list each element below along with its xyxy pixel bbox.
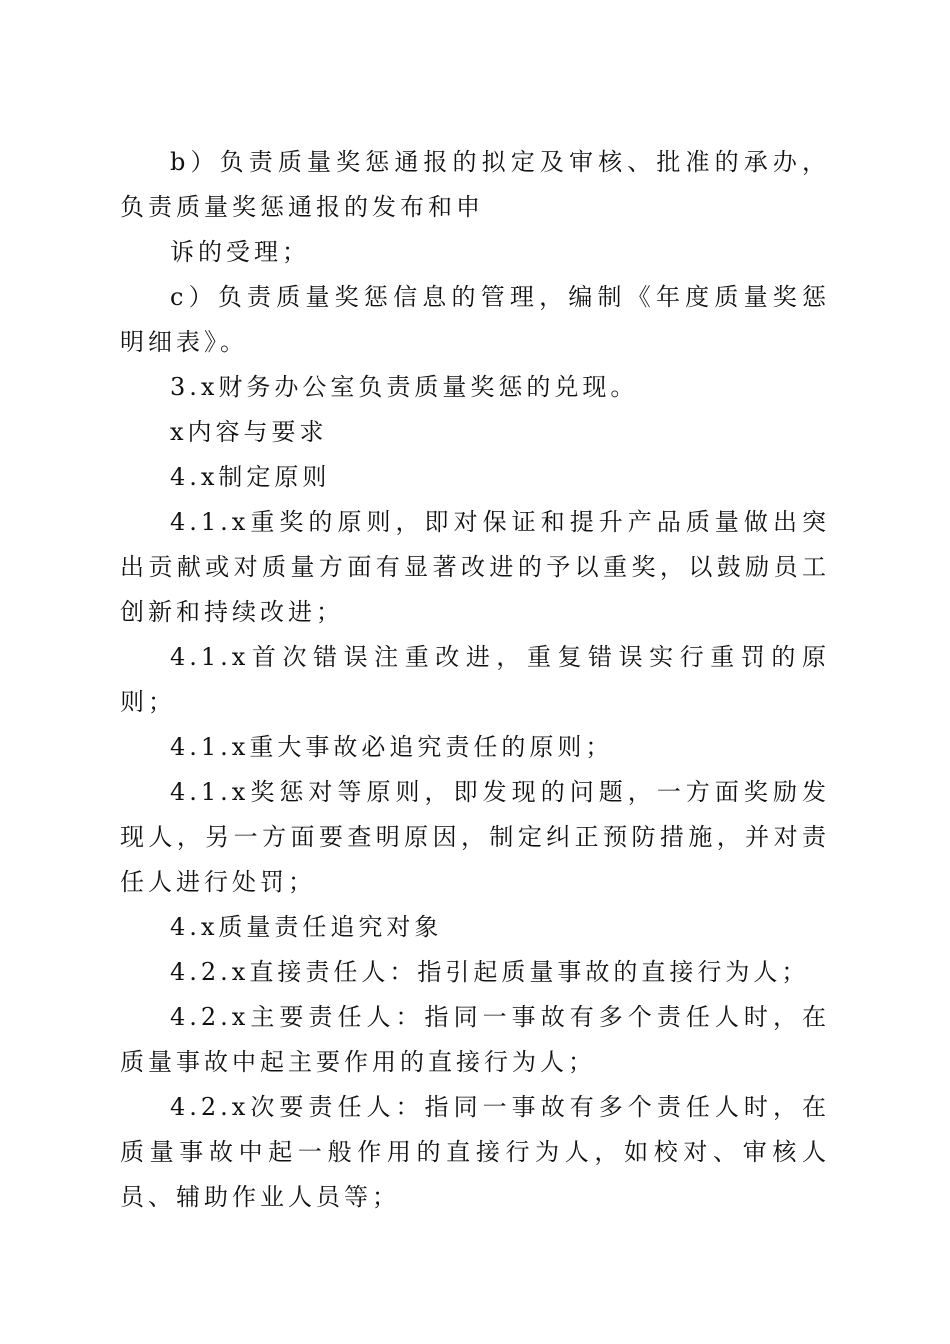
section-heading-accountability: 4.x质量责任追究对象 [170,913,443,941]
paragraph-direct-responsible: 4.2.x直接责任人：指引起质量事故的直接行为人； [170,958,810,986]
paragraph-b-responsibility: b）负责质量奖惩通报的拟定及审核、批准的承办，负责质量奖惩通报的发布和申 [120,148,830,221]
paragraph-principle-equal: 4.1.x奖惩对等原则，即发现的问题，一方面奖励发现人，另一方面要查明原因，制定纠正预防措施，并对责任人进行处罚； [120,778,830,896]
paragraph-finance-office: 3.x财务办公室负责质量奖惩的兑现。 [170,373,639,401]
paragraph-principle-first-error: 4.1.x首次错误注重改进，重复错误实行重罚的原则； [120,643,830,716]
section-heading-principles: 4.x制定原则 [170,463,331,491]
paragraph-c-responsibility: c）负责质量奖惩信息的管理，编制《年度质量奖惩明细表》。 [120,283,830,356]
paragraph-primary-responsible: 4.2.x主要责任人：指同一事故有多个责任人时，在质量事故中起主要作用的直接行为人； [120,1003,830,1076]
paragraph-principle-major-accident: 4.1.x重大事故必追究责任的原则； [170,733,614,761]
paragraph-principle-reward: 4.1.x重奖的原则，即对保证和提升产品质量做出突出贡献或对质量方面有显著改进的予以重奖，以鼓励员工创新和持续改进； [120,508,830,626]
document-body [120,140,830,1220]
paragraph-secondary-responsible: 4.2.x次要责任人：指同一事故有多个责任人时，在质量事故中起一般作用的直接行为人，如校对、审核人员、辅助作业人员等； [120,1093,830,1211]
paragraph-b-continuation: 诉的受理； [170,238,310,266]
section-heading-content-requirements: x内容与要求 [170,418,328,446]
